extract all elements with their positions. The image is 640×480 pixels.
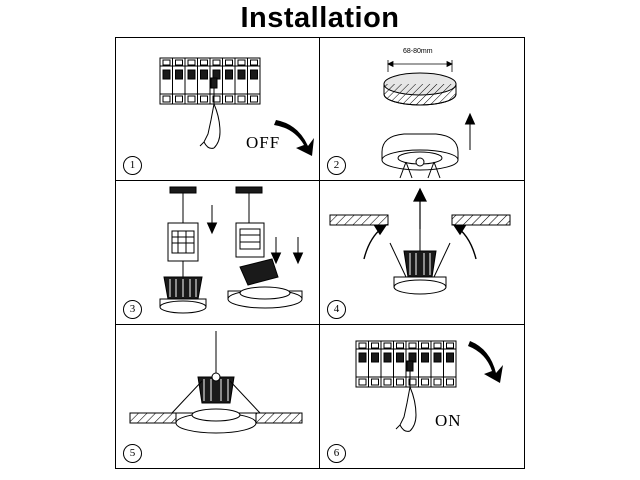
- step-2-number: 2: [327, 156, 346, 175]
- page-title: Installation: [240, 2, 400, 34]
- step-6-number: 6: [327, 444, 346, 463]
- step-5-number: 5: [123, 444, 142, 463]
- step-5-illustration: [116, 325, 320, 468]
- step-4-number: 4: [327, 300, 346, 319]
- step-1-panel: [116, 38, 320, 181]
- step-5-panel: [116, 325, 320, 468]
- step-4-illustration: [320, 181, 524, 324]
- step-2-panel: [320, 38, 524, 181]
- step-1-label: OFF: [246, 133, 281, 152]
- step-3-panel: [116, 181, 320, 324]
- step-2-illustration: [320, 38, 524, 181]
- installation-steps-grid: [115, 37, 525, 469]
- step-6-label: ON: [435, 410, 462, 430]
- step-3-illustration: [116, 181, 320, 324]
- step-1-illustration: [116, 38, 320, 181]
- step-1-number: 1: [123, 156, 142, 175]
- step-6-illustration: [320, 325, 524, 468]
- step-6-panel: [320, 325, 524, 468]
- step-3-number: 3: [123, 300, 142, 319]
- step-4-panel: [320, 181, 524, 324]
- step-2-dimension: 68-80mm: [403, 48, 433, 55]
